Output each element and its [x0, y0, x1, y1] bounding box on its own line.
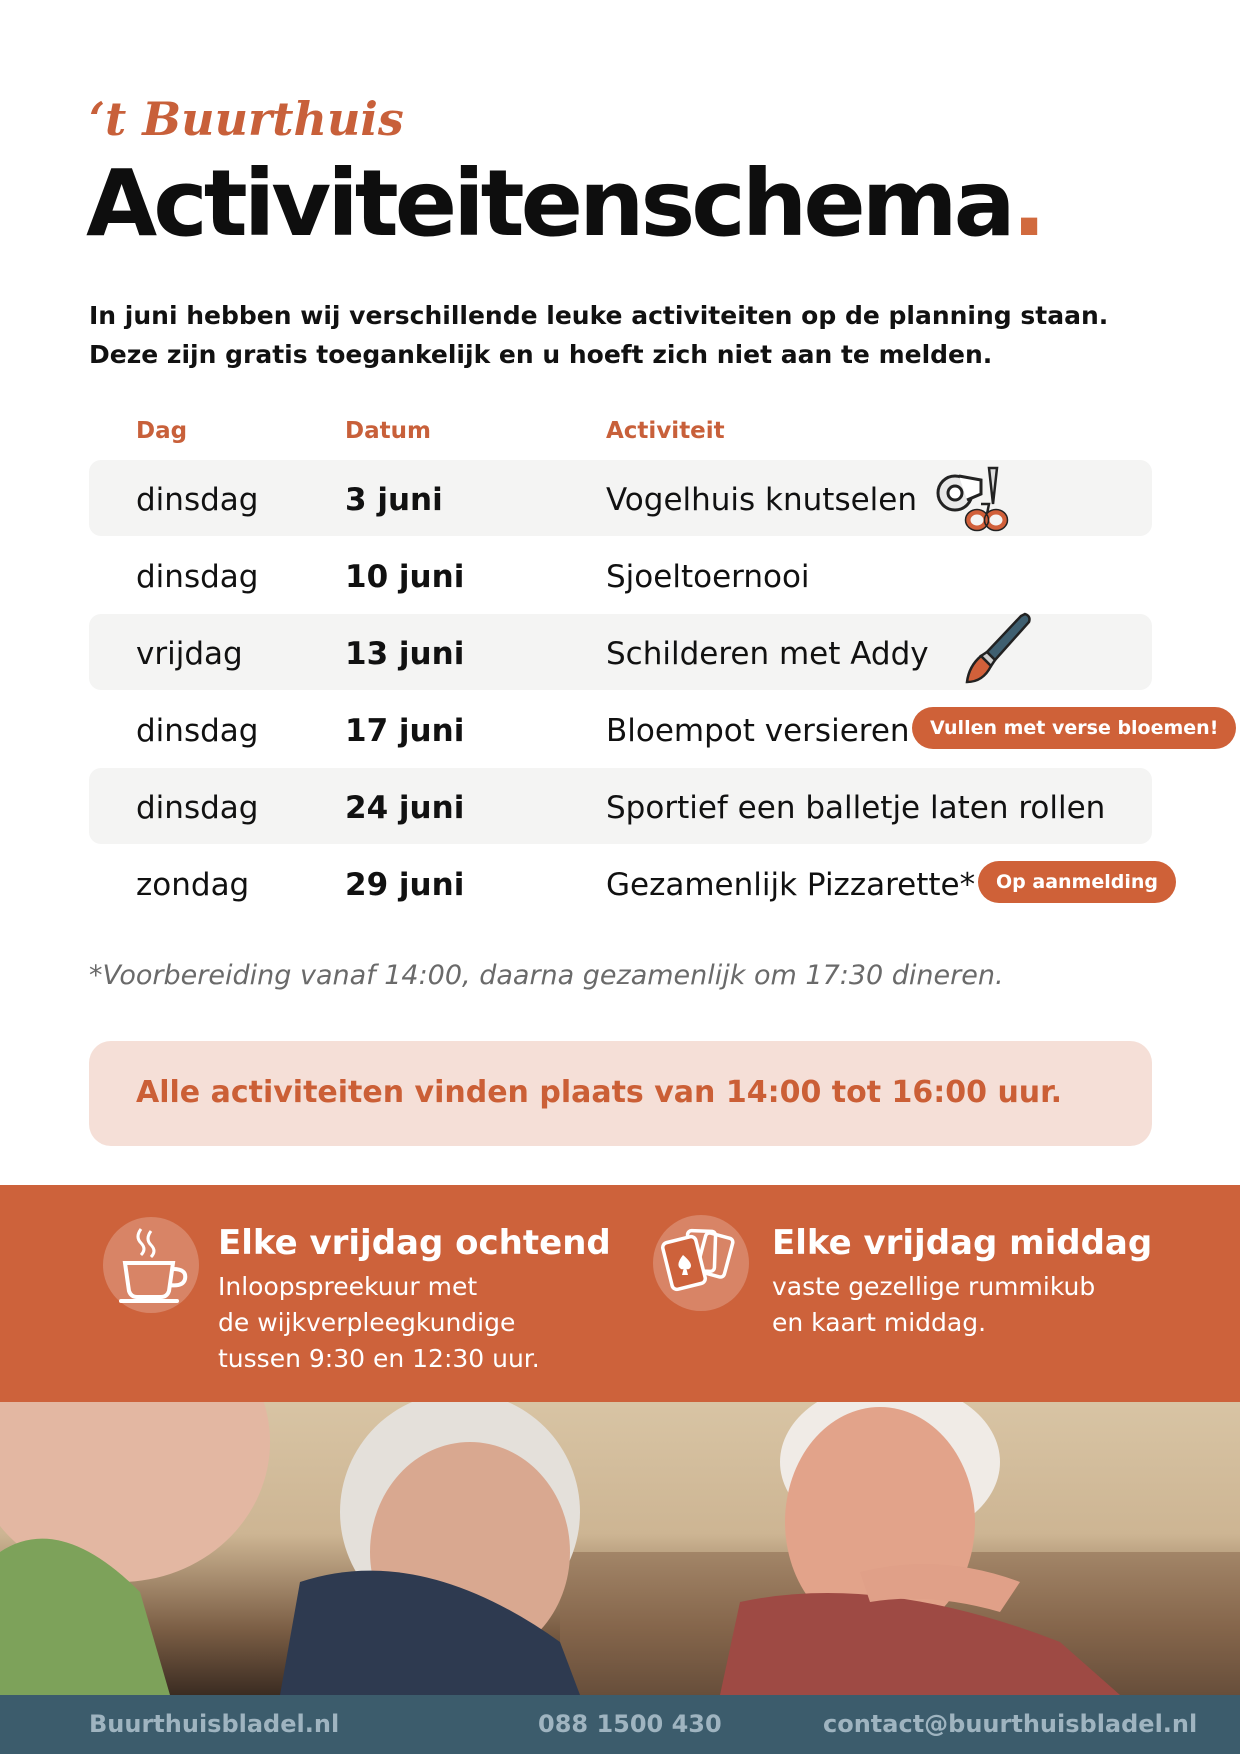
row-date: 13 juni	[345, 636, 465, 672]
footer	[0, 1695, 1240, 1754]
intro-text	[89, 296, 1109, 374]
table-row	[89, 460, 1152, 536]
row-activity: Vogelhuis knutselen	[606, 482, 917, 518]
desc-line: en kaart middag.	[772, 1308, 987, 1337]
page-title	[86, 150, 1043, 257]
row-day: zondag	[136, 867, 250, 903]
row-day: dinsdag	[136, 790, 259, 826]
row-date: 10 juni	[345, 559, 465, 595]
header-activity: Activiteit	[606, 418, 725, 444]
row-activity: Gezamenlijk Pizzarette*	[606, 867, 976, 903]
weekly-activities-band	[0, 1185, 1240, 1402]
photo-elderly-men-at-table	[0, 1402, 1240, 1695]
row-day: dinsdag	[136, 713, 259, 749]
row-activity: Sportief een balletje laten rollen	[606, 790, 1106, 826]
row-day: dinsdag	[136, 482, 259, 518]
row-activity: Sjoeltoernooi	[606, 559, 810, 595]
table-row	[89, 691, 1219, 767]
desc-line: de wijkverpleegkundige	[218, 1308, 516, 1337]
footer-email-link[interactable]: contact@buurthuisbladel.nl	[823, 1710, 1198, 1738]
table-row	[89, 614, 1152, 690]
paintbrush-icon	[955, 610, 1035, 686]
footer-website-link[interactable]: Buurthuisbladel.nl	[89, 1710, 340, 1738]
row-activity: Schilderen met Addy	[606, 636, 929, 672]
table-row	[89, 537, 1152, 613]
row-date: 3 juni	[345, 482, 443, 518]
row-day: dinsdag	[136, 559, 259, 595]
weekly-morning-desc	[218, 1269, 540, 1377]
desc-line: vaste gezellige rummikub	[772, 1272, 1096, 1301]
brand-name: ‘t Buurthuis	[89, 92, 404, 146]
weekly-afternoon-desc	[772, 1269, 1095, 1341]
playing-cards-icon	[653, 1215, 749, 1311]
header-date: Datum	[345, 418, 431, 444]
badge-fresh-flowers: Vullen met verse bloemen!	[912, 707, 1236, 749]
time-callout	[89, 1041, 1152, 1146]
callout-text: Alle activiteiten vinden plaats van 14:00 tot 16:00 uur.	[136, 1075, 1063, 1110]
weekly-afternoon-title: Elke vrijdag middag	[772, 1223, 1153, 1263]
row-date: 17 juni	[345, 713, 465, 749]
row-activity: Bloempot versieren	[606, 713, 910, 749]
row-day: vrijdag	[136, 636, 243, 672]
table-header	[0, 418, 1240, 448]
desc-line: Inloopspreekuur met	[218, 1272, 478, 1301]
desc-line: tussen 9:30 en 12:30 uur.	[218, 1344, 540, 1373]
coffee-cup-icon	[103, 1217, 199, 1313]
header-day: Dag	[136, 418, 188, 444]
tape-scissors-icon	[931, 460, 1011, 536]
footer-phone[interactable]: 088 1500 430	[538, 1710, 722, 1738]
intro-line: In juni hebben wij verschillende leuke activiteiten op de planning staan.	[89, 301, 1109, 330]
row-date: 29 juni	[345, 867, 465, 903]
footnote: *Voorbereiding vanaf 14:00, daarna gezamenlijk om 17:30 dineren.	[89, 960, 1004, 991]
title-dot: .	[1011, 150, 1043, 257]
weekly-morning-title: Elke vrijdag ochtend	[218, 1223, 611, 1263]
badge-registration: Op aanmelding	[978, 861, 1176, 903]
row-date: 24 juni	[345, 790, 465, 826]
intro-line: Deze zijn gratis toegankelijk en u hoeft zich niet aan te melden.	[89, 340, 993, 369]
table-row	[89, 845, 1158, 921]
title-text: Activiteitenschema	[86, 150, 1012, 257]
table-row	[89, 768, 1152, 844]
